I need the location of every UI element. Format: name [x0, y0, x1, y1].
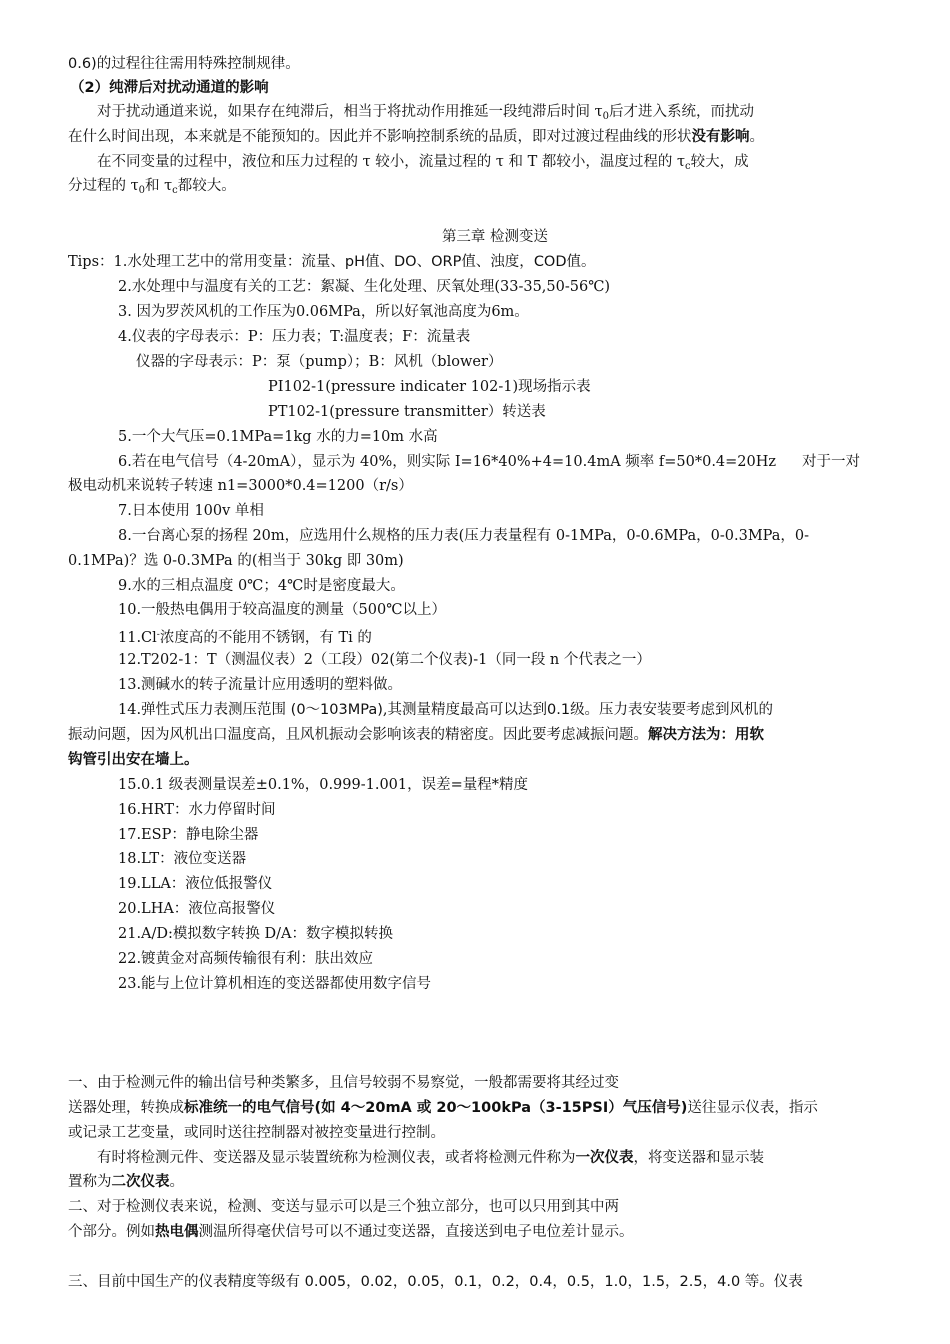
list-item: 14.弹性式压力表测压范围 (0～103MPa),其测量精度最高可以达到0.1级。压力表安装要考虑到风机的 [118, 702, 774, 718]
list-item: 11.Cl-浓度高的不能用不锈钢，有 Ti 的 [118, 630, 372, 646]
list-item: 9.水的三相点温度 0℃；4℃时是密度最大。 [118, 578, 405, 594]
list-item: 20.LHA：液位高报警仪 [118, 901, 276, 917]
list-item: 仪器的字母表示：P：泵（pump）；B：风机（blower） [136, 354, 503, 370]
list-item: 钩管引出安在墙上。 [68, 752, 199, 768]
list-item: 极电动机来说转子转速 n1=3000*0.4=1200（r/s） [68, 478, 413, 494]
list-item: 7.日本使用 100v 单相 [118, 503, 264, 519]
text-line: 0.6)的过程往往需用特殊控制规律。 [68, 56, 300, 72]
list-item: 19.LLA：液位低报警仪 [118, 876, 273, 892]
text-line: 送器处理，转换成标准统一的电气信号(如 4～20mA 或 20～100kPa（3-15PSI）气压信号)送往显示仪表，指示 [68, 1100, 818, 1116]
list-item: 15.0.1 级表测量误差±0.1%，0.999-1.001，误差=量程*精度 [118, 777, 529, 793]
chapter-title: 第三章 检测变送 [441, 229, 549, 245]
text-line: 在什么时间出现，本来就是不能预知的。因此并不影响控制系统的品质，即对过渡过程曲线的形状没有影响。 [68, 129, 764, 145]
list-item: 2.水处理中与温度有关的工艺：絮凝、生化处理、厌氧处理(33-35,50-56℃) [118, 279, 611, 295]
text-line: 一、由于检测元件的输出信号种类繁多，且信号较弱不易察觉，一般都需要将其经过变 [68, 1075, 619, 1091]
list-item: 18.LT：液位变送器 [118, 851, 247, 867]
list-item: 10.一般热电偶用于较高温度的测量（500℃以上） [118, 602, 446, 618]
list-item: 16.HRT：水力停留时间 [118, 802, 276, 818]
text-line: 置称为二次仪表。 [68, 1174, 184, 1190]
list-item: 13.测碱水的转子流量计应用透明的塑料做。 [118, 677, 403, 693]
text-line: 二、对于检测仪表来说，检测、变送与显示可以是三个独立部分，也可以只用到其中两 [68, 1199, 619, 1215]
text-line: 或记录工艺变量，或同时送往控制器对被控变量进行控制。 [68, 1125, 445, 1141]
list-item: 22.镀黄金对高频传输很有利：肤出效应 [118, 951, 374, 967]
text-line: 个部分。例如热电偶测温所得毫伏信号可以不通过变送器，直接送到电子电位差计显示。 [68, 1224, 634, 1240]
text-line: 分过程的 $\tau_0$和 $\tau_c$都较大。 [68, 178, 236, 196]
list-item: 4.仪表的字母表示：P：压力表；T:温度表；F：流量表 [118, 329, 471, 345]
text-line: 在不同变量的过程中，液位和压力过程的 τ 较小，流量过程的 τ 和 T 都较小，温度过程的 $\tau_c$较大，成 [97, 154, 749, 172]
list-item: PT102-1(pressure transmitter）转送表 [268, 404, 546, 420]
text-line: 三、目前中国生产的仪表精度等级有 0.005，0.02，0.05，0.1，0.2，0.4，0.5，1.0，1.5，2.5，4.0 等。仪表 [68, 1274, 803, 1290]
text-line: 对于扰动通道来说，如果存在纯滞后，相当于将扰动作用推延一段纯滞后时间 $\tau_0$后才进入系统，而扰动 [97, 104, 755, 122]
list-item: Tips：1.水处理工艺中的常用变量：流量、pH值、DO、ORP值、浊度，COD值。 [68, 254, 596, 270]
list-item: 3. 因为罗茨风机的工作压为0.06MPa，所以好氧池高度为6m。 [118, 304, 529, 320]
list-item: 0.1MPa)？选 0-0.3MPa 的(相当于 30kg 即 30m) [68, 553, 404, 569]
list-item: 5.一个大气压=0.1MPa=1kg 水的力=10m 水高 [118, 429, 438, 445]
list-item: 23.能与上位计算机相连的变送器都使用数字信号 [118, 976, 432, 992]
list-item: 17.ESP：静电除尘器 [118, 827, 259, 843]
list-item: 21.A/D:模拟数字转换 D/A：数字模拟转换 [118, 926, 394, 942]
list-item: 12.T202-1：T（测温仪表）2（工段）02(第二个仪表)-1（同一段 n 个代表之一） [118, 652, 651, 668]
list-item: 6.若在电气信号（4-20mA），显示为 40%，则实际 I=16*40%+4=10.4mA 频率 f=50*0.4=20Hz 对于一对 [118, 454, 861, 470]
list-item: PI102-1(pressure indicater 102-1)现场指示表 [268, 379, 591, 395]
list-item: 振动问题，因为风机出口温度高，且风机振动会影响该表的精密度。因此要考虑减振问题。解决方法为：用软 [68, 727, 764, 743]
list-item: 8.一台离心泵的扬程 20m，应选用什么规格的压力表(压力表量程有 0-1MPa，0-0.6MPa，0-0.3MPa，0- [118, 528, 810, 544]
section-heading: （2）纯滞后对扰动通道的影响 [70, 80, 269, 96]
text-line: 有时将检测元件、变送器及显示装置统称为检测仪表，或者将检测元件称为一次仪表，将变送器和显示装 [97, 1150, 764, 1166]
